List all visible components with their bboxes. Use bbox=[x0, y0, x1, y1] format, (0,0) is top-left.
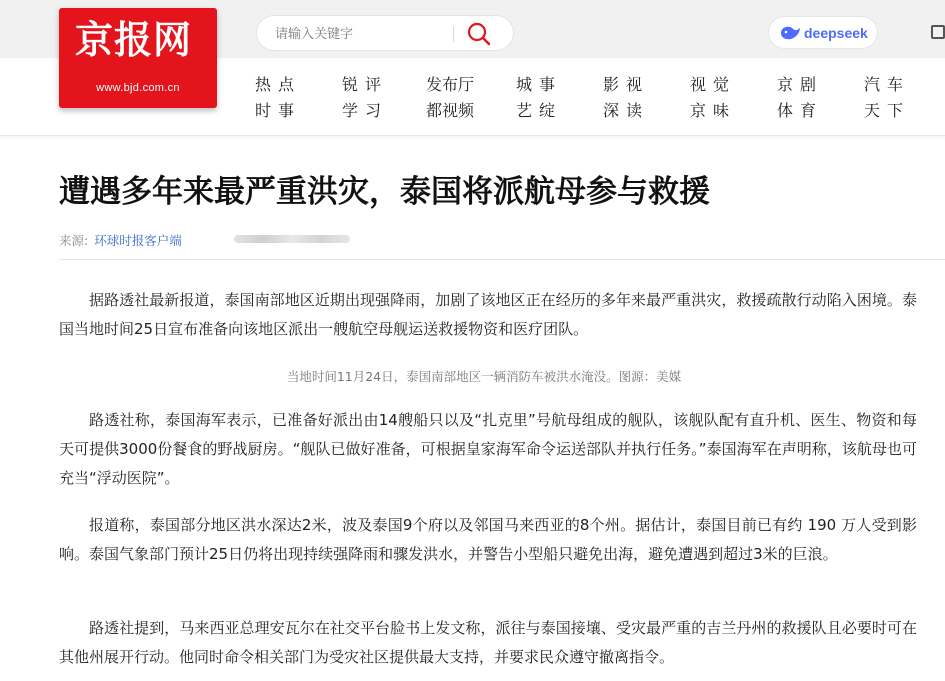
nav-column bbox=[255, 73, 315, 125]
source-label: 来源: bbox=[59, 233, 89, 248]
whale-icon bbox=[779, 24, 801, 42]
search-divider bbox=[453, 26, 454, 42]
deepseek-button[interactable] bbox=[768, 16, 878, 49]
redacted-info bbox=[234, 235, 350, 243]
nav-item[interactable]: 影视 bbox=[603, 75, 650, 94]
search-box bbox=[256, 15, 514, 51]
nav-column bbox=[342, 73, 402, 125]
article-paragraph: 路透社称，泰国海军表示，已准备好派出由14艘船只以及“扎克里”号航母组成的舰队，该舰队配有直升机、医生、物资和每天可提供3000份餐食的野战厨房。“舰队已做好准备，可根据皇家海军命令运送部队并执行任务。”泰国海军在声明称，该航母也可充当“浮动医院”。 bbox=[59, 411, 917, 487]
nav-item[interactable]: 锐评 bbox=[342, 75, 389, 94]
article-title: 遭遇多年来最严重洪灾，泰国将派航母参与救援 bbox=[59, 174, 710, 210]
search-icon[interactable] bbox=[465, 21, 493, 47]
deepseek-label: deepseek bbox=[804, 25, 868, 41]
window-icon[interactable] bbox=[931, 25, 945, 39]
nav-column bbox=[516, 73, 576, 125]
source-name[interactable]: 环球时报客户端 bbox=[94, 233, 182, 248]
nav-item[interactable]: 京味 bbox=[690, 101, 737, 120]
nav-item[interactable]: 热点 bbox=[255, 75, 302, 94]
article-paragraph: 路透社提到，马来西亚总理安瓦尔在社交平台脸书上发文称，派往与泰国接壤、受灾最严重的吉兰丹州的救援队且必要时可在其他州展开行动。他同时命令相关部门为受灾社区提供最大支持，并要求民众遵守撤离指令。 bbox=[59, 619, 917, 666]
nav-item[interactable]: 发布厅 bbox=[426, 75, 475, 94]
logo-url: www.bjd.com.cn bbox=[96, 82, 180, 94]
nav-item[interactable]: 艺绽 bbox=[516, 101, 563, 120]
nav-item[interactable]: 京剧 bbox=[777, 75, 824, 94]
divider bbox=[59, 259, 945, 260]
article-source bbox=[59, 231, 182, 247]
search-input[interactable] bbox=[275, 24, 445, 44]
article-paragraph: 据路透社最新报道，泰国南部地区近期出现强降雨，加剧了该地区正在经历的多年来最严重洪灾，救援疏散行动陷入困境。泰国当地时间25日宣布准备向该地区派出一艘航空母舰运送救援物资和医疗团队。 bbox=[59, 291, 917, 338]
site-logo[interactable] bbox=[59, 8, 217, 108]
nav-item[interactable]: 汽车 bbox=[864, 75, 911, 94]
nav-item[interactable]: 深读 bbox=[603, 101, 650, 120]
nav-column bbox=[690, 73, 750, 125]
nav-column bbox=[426, 73, 486, 125]
nav-item[interactable]: 城事 bbox=[516, 75, 563, 94]
nav-column bbox=[777, 73, 837, 125]
image-caption: 当地时间11月24日，泰国南部地区一辆消防车被洪水淹没。图源：美媒 bbox=[286, 369, 682, 384]
nav-column bbox=[603, 73, 663, 125]
nav-item[interactable]: 学习 bbox=[342, 101, 389, 120]
logo-text: 京报网 bbox=[75, 17, 193, 62]
nav-column bbox=[864, 73, 924, 125]
nav-item[interactable]: 时事 bbox=[255, 101, 302, 120]
nav-item[interactable]: 天下 bbox=[864, 101, 911, 120]
nav-item[interactable]: 体育 bbox=[777, 101, 824, 120]
article-paragraph: 报道称，泰国部分地区洪水深达2米，波及泰国9个府以及邻国马来西亚的8个州。据估计，泰国目前已有约 190 万人受到影响。泰国气象部门预计25日仍将出现持续强降雨和骤发洪水，并警告小型船只避免出海，避免遭遇到超过3米的巨浪。 bbox=[59, 516, 917, 563]
nav-item[interactable]: 视觉 bbox=[690, 75, 737, 94]
nav-item[interactable]: 都视频 bbox=[426, 101, 475, 120]
